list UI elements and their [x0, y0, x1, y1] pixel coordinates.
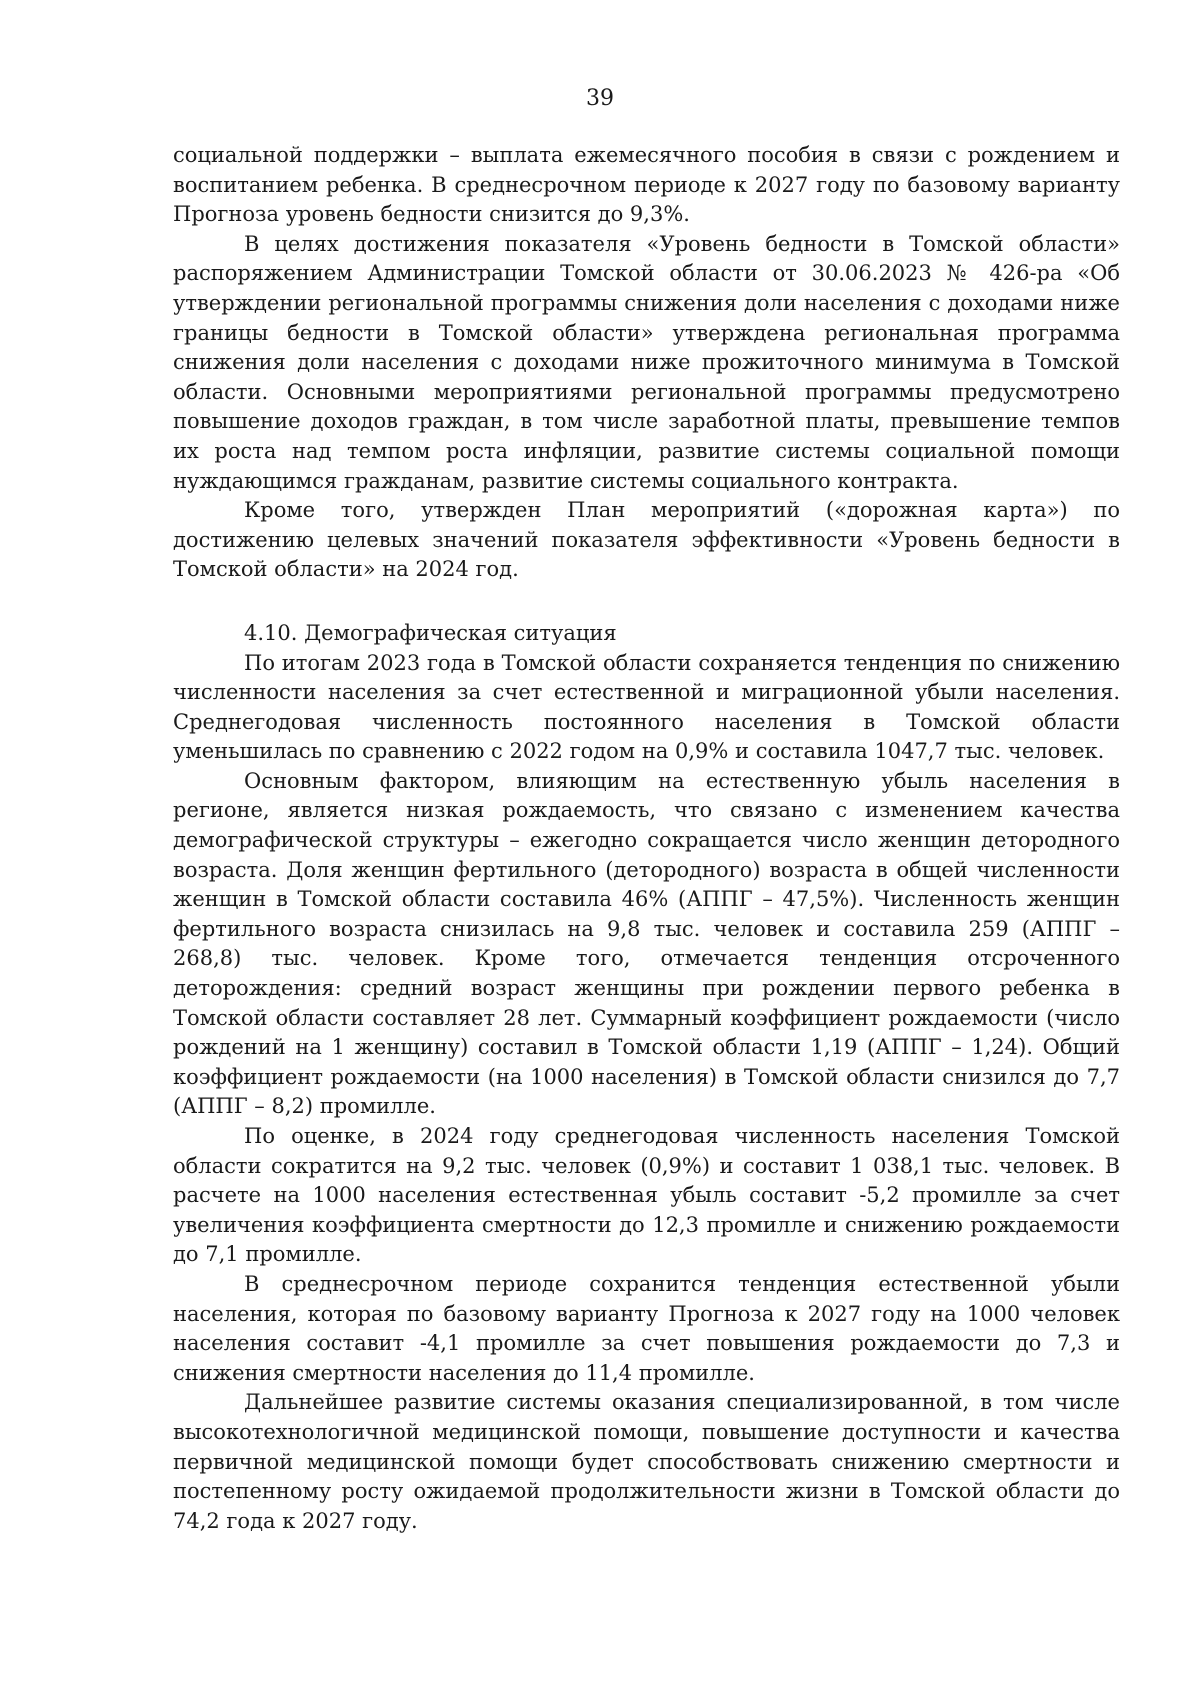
paragraph: социальной поддержки – выплата ежемесячного пособия в связи с рождением и воспитанием ребенка. В среднесрочном периоде к 2027 году по базовому варианту Прогноза уровень бедности снизится до 9,3%.	[173, 143, 1120, 227]
document-body	[173, 141, 1120, 1536]
paragraph: Основным фактором, влияющим на естественную убыль населения в регионе, является низкая рождаемость, что связано с изменением качества демографической структуры – ежегодно сокращается число женщин детородного возраста. Доля женщин фертильного (детородного) возраста в общей численности женщин в Томской области составила 46% (АППГ – 47,5%). Численность женщин фертильного возраста снизилась на 9,8 тыс. человек и составила 259 (АППГ – 268,8) тыс. человек. Кроме того, отмечается тенденция отсроченного деторождения: средний возраст женщины при рождении первого ребенка в Томской области составляет 28 лет. Суммарный коэффициент рождаемости (число рождений на 1 женщину) составил в Томской области 1,19 (АППГ – 1,24). Общий коэффициент рождаемости (на 1000 населения) в Томской области снизился до 7,7 (АППГ – 8,2) промилле.	[173, 768, 1120, 1119]
paragraph: По оценке, в 2024 году среднегодовая численность населения Томской области сократится на 9,2 тыс. человек (0,9%) и составит 1 038,1 тыс. человек. В расчете на 1000 населения естественная убыль составит -5,2 промилле за счет увеличения коэффициента смертности до 12,3 промилле и снижению рождаемости до 7,1 промилле.	[173, 1124, 1120, 1267]
paragraph: По итогам 2023 года в Томской области сохраняется тенденция по снижению численности населения за счет естественной и миграционной убыли населения. Среднегодовая численность постоянного населения в Томской области уменьшилась по сравнению с 2022 годом на 0,9% и составила 1047,7 тыс. человек.	[173, 650, 1120, 764]
paragraph: В среднесрочном периоде сохранится тенденция естественной убыли населения, которая по базовому варианту Прогноза к 2027 году на 1000 человек населения составит -4,1 промилле за счет повышения рождаемости до 7,3 и снижения смертности населения до 11,4 промилле.	[173, 1271, 1120, 1385]
page-number: 39	[586, 86, 614, 111]
paragraph: Кроме того, утвержден План мероприятий («дорожная карта») по достижению целевых значений показателя эффективности «Уровень бедности в Томской области» на 2024 год.	[173, 498, 1120, 582]
paragraph: В целях достижения показателя «Уровень бедности в Томской области» распоряжением Администрации Томской области от 30.06.2023 № 426-ра «Об утверждении региональной программы снижения доли населения с доходами ниже границы бедности в Томской области» утверждена региональная программа снижения доли населения с доходами ниже прожиточного минимума в Томской области. Основными мероприятиями региональной программы предусмотрено повышение доходов граждан, в том числе заработной платы, превышение темпов их роста над темпом роста инфляции, развитие системы социальной помощи нуждающимся гражданам, развитие системы социального контракта.	[173, 231, 1120, 493]
section-heading: 4.10. Демографическая ситуация	[244, 620, 617, 645]
paragraph: Дальнейшее развитие системы оказания специализированной, в том числе высокотехнологичной медицинской помощи, повышение доступности и качества первичной медицинской помощи будет способствовать снижению смертности и постепенному росту ожидаемой продолжительности жизни в Томской области до 74,2 года к 2027 году.	[173, 1390, 1120, 1533]
